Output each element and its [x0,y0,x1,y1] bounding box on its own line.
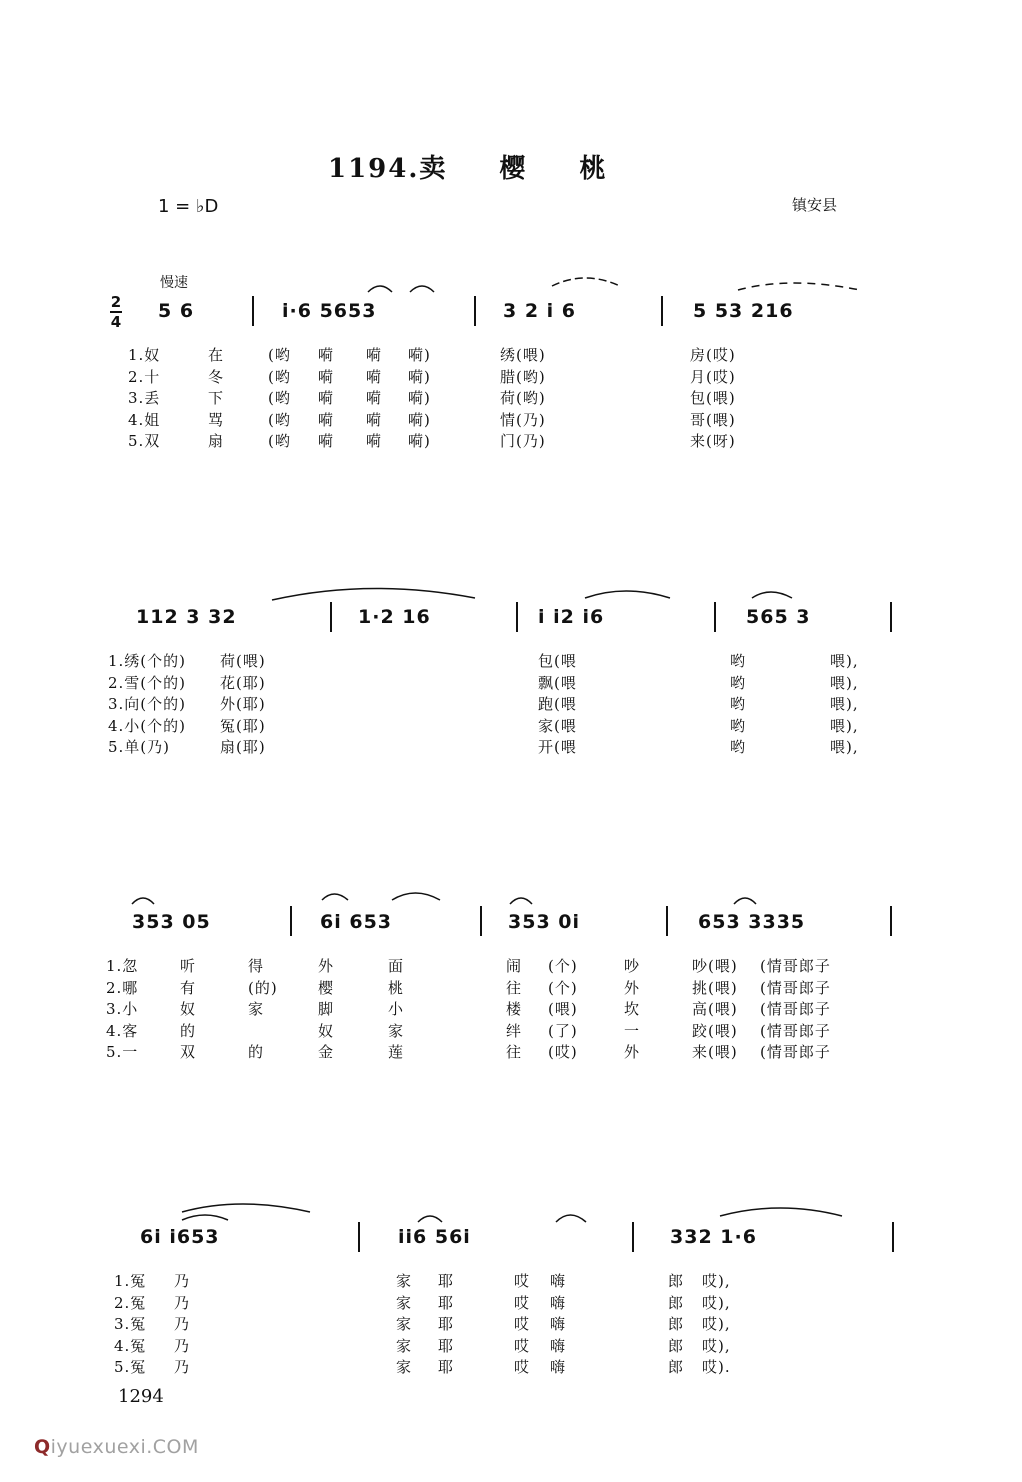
watermark: Qiyuexuexi.COM [34,1436,199,1458]
measure-notes: 565 3 [746,606,811,628]
lyric-text: 金 [318,1043,335,1061]
slur [510,898,532,904]
lyric-text: 1.冤 [114,1272,147,1290]
slur [368,286,392,292]
lyric-text: 嗨 [550,1272,567,1290]
lyric-text: 哎). [702,1358,731,1376]
lyric-text: 嗬 [366,367,383,386]
lyric-text: 家 [396,1358,413,1376]
lyric-text: 3.冤 [114,1315,147,1333]
lyric-text: 嗬 [366,346,383,364]
lyric-text: 飘(喂 [538,673,577,692]
lyric-text: 家 [248,1000,265,1018]
lyric-text: 嗬 [318,432,335,450]
lyric-text: 2.雪(个的) [108,673,187,692]
lyric-text: (哟 [268,389,291,407]
lyric-text: 1.奴 [128,346,161,364]
lyric-text: (哟 [268,346,291,364]
measure-notes: i·6 5653 [282,300,377,322]
lyric-text: 开(喂 [538,738,577,756]
lyric-text: 乃 [174,1293,191,1312]
lyric-text: 家 [396,1293,413,1312]
lyric-text: 耶 [438,1293,455,1312]
lyric-text: 乃 [174,1358,191,1376]
lyric-text: 花(耶) [220,673,266,692]
lyric-text: 哟 [730,673,747,692]
lyric-text: 4.小(个的) [108,716,187,735]
lyric-text: 嗬) [408,410,431,429]
lyric-text: 喂), [830,673,859,692]
lyric-text: 闹 [506,957,523,975]
lyric-text: 耶 [438,1358,455,1376]
lyric-text: 楼 [506,1000,523,1018]
slur [322,894,348,900]
lyric-text: 有 [180,978,197,997]
lyric-text: 嗨 [550,1336,567,1355]
lyric-text: 跤(喂) [692,1021,738,1040]
lyric-text: 嗨 [550,1315,567,1333]
slur [392,893,440,900]
lyric-text: 乃 [174,1272,191,1290]
lyric-text: 嗨 [550,1358,567,1376]
slur [738,283,860,290]
measure-notes: 3 2 i 6 [503,300,577,322]
lyric-text: 包(喂) [690,389,736,407]
lyric-text: 5.一 [106,1043,139,1061]
measure-notes: 5 6 [158,300,195,322]
lyric-text: (情哥郎子 [760,1021,831,1040]
lyric-text: 双 [180,1043,197,1061]
lyric-text: 嗬 [318,410,335,429]
lyric-text: 哎), [702,1272,731,1290]
tempo-marking: 慢速 [160,275,188,291]
lyric-text: 荷(喂) [220,652,266,670]
lyric-text: 耶 [438,1315,455,1333]
lyric-text: 家 [396,1315,413,1333]
measure-notes: 332 1·6 [670,1226,757,1248]
lyric-text: 嗬) [408,346,431,364]
lyric-text: 高(喂) [692,1000,738,1018]
lyric-text: 嗬) [408,389,431,407]
lyric-text: 得 [248,957,265,975]
measure-notes: 6i i653 [140,1226,220,1248]
lyric-text: (情哥郎子 [760,978,831,997]
lyric-text: (喂) [548,1000,578,1018]
lyric-text: 5.双 [128,432,161,450]
lyric-text: (哟 [268,367,291,386]
lyric-text: 包(喂 [538,652,577,670]
measure-notes: ii6 56i [398,1226,471,1248]
lyric-text: 家 [388,1021,405,1040]
lyric-text: 吵 [624,957,641,975]
lyric-text: 来(喂) [692,1043,738,1061]
lyric-text: 2.十 [128,367,161,386]
measure-notes: 653 3335 [698,911,806,933]
lyric-text: 耶 [438,1336,455,1355]
lyric-text: 跑(喂 [538,695,577,713]
lyric-text: 3.向(个的) [108,695,187,713]
lyric-text: 喂), [830,738,859,756]
lyric-text: 骂 [208,410,225,429]
page-number: 1294 [118,1386,164,1407]
lyric-text: 奴 [180,1000,197,1018]
measure-notes: 1·2 16 [358,606,431,628]
lyric-text: 腊(哟) [500,367,546,386]
lyric-text: 嗬 [366,432,383,450]
lyric-text: 绊 [506,1021,523,1040]
lyric-text: 奴 [318,1021,335,1040]
lyric-text: 哎 [514,1358,531,1376]
lyric-text: 荷(哟) [500,389,546,407]
lyric-text: 的 [248,1043,265,1061]
lyric-text: 嗬 [318,346,335,364]
measure-notes: 112 3 32 [136,606,237,628]
lyric-text: 5.冤 [114,1358,147,1376]
lyric-text: 外 [624,1043,641,1061]
lyric-text: 喂), [830,716,859,735]
lyric-text: 樱 [318,978,335,997]
lyric-text: 郎 [668,1358,685,1376]
lyric-text: 绣(喂) [500,346,546,364]
lyric-text: 2.哪 [106,978,139,997]
lyric-text: 嗬) [408,432,431,450]
lyric-text: 哎), [702,1315,731,1333]
lyric-text: 哟 [730,738,747,756]
lyric-text: 脚 [318,1000,335,1018]
lyric-text: 喂), [830,652,859,670]
lyric-text: 小 [388,1000,405,1018]
lyric-text: 1.绣(个的) [108,652,187,670]
slur [272,588,475,600]
lyric-text: 挑(喂) [692,978,738,997]
lyric-text: 情(乃) [500,410,546,429]
lyric-text: 郎 [668,1272,685,1290]
lyric-text: 嗬 [318,367,335,386]
lyric-text: 哥(喂) [690,410,736,429]
lyric-text: 门(乃) [500,432,546,450]
lyric-text: 家 [396,1272,413,1290]
lyric-text: 往 [506,978,523,997]
lyric-text: 来(呀) [690,432,736,450]
lyric-text: (哟 [268,410,291,429]
lyric-text: 2.冤 [114,1293,147,1312]
lyric-text: 哟 [730,695,747,713]
lyric-text: (个) [548,978,578,997]
lyric-text: 听 [180,957,197,975]
slur [720,1208,842,1216]
lyric-text: (情哥郎子 [760,957,831,975]
lyric-text: 哎 [514,1272,531,1290]
slur [552,278,620,286]
measure-notes: 5 53 216 [693,300,794,322]
lyric-text: (了) [548,1021,578,1040]
lyric-text: (情哥郎子 [760,1000,831,1018]
lyric-text: 家(喂 [538,716,577,735]
lyric-text: 往 [506,1043,523,1061]
lyric-text: 4.姐 [128,410,161,429]
lyric-text: 桃 [388,978,405,997]
slur [132,898,154,904]
slur [182,1204,310,1212]
lyric-text: 乃 [174,1336,191,1355]
song-title: 1194.卖 樱 桃 [328,154,608,184]
lyric-text: 莲 [388,1043,405,1061]
lyric-text: 外 [318,957,335,975]
slur [182,1215,228,1220]
lyric-text: 扇 [208,432,225,450]
measure-notes: 6i 653 [320,911,393,933]
lyric-text: 哟 [730,716,747,735]
lyric-text: 嗬 [366,410,383,429]
lyric-text: 嗬 [366,389,383,407]
slur [585,591,670,598]
lyric-text: 冤(耶) [220,716,266,735]
lyric-text: 下 [208,389,225,407]
measure-notes: 353 0i [508,911,581,933]
lyric-text: 3.丢 [128,389,161,407]
measure-notes: 353 05 [132,911,211,933]
measure-notes: i i2 i6 [538,606,605,628]
lyric-text: 4.客 [106,1021,139,1040]
lyric-text: 扇(耶) [220,738,266,756]
lyric-text: 嗨 [550,1293,567,1312]
time-signature: 2 4 [110,293,122,331]
lyric-text: (哟 [268,432,291,450]
lyric-text: 喂), [830,695,859,713]
lyric-text: 外(耶) [220,695,266,713]
lyric-text: 家 [396,1336,413,1355]
lyric-text: 哎), [702,1293,731,1312]
lyric-text: 郎 [668,1336,685,1355]
lyric-text: 吵(喂) [692,957,738,975]
lyric-text: 在 [208,346,225,364]
lyric-text: (哎) [548,1043,578,1061]
lyric-text: 5.单(乃) [108,738,171,756]
lyric-text: 一 [624,1021,641,1040]
lyric-text: 外 [624,978,641,997]
lyric-text: 郎 [668,1315,685,1333]
lyric-text: 的 [180,1021,197,1040]
slur [410,286,434,292]
slur [556,1215,586,1222]
lyric-text: 哎 [514,1293,531,1312]
lyric-text: 嗬) [408,367,431,386]
lyric-text: 坎 [624,1000,641,1018]
lyric-text: 嗬 [318,389,335,407]
lyric-text: 房(哎) [690,346,736,364]
lyric-text: 哎 [514,1336,531,1355]
lyric-text: 郎 [668,1293,685,1312]
lyric-text: (个) [548,957,578,975]
lyric-text: 4.冤 [114,1336,147,1355]
lyric-text: 哎 [514,1315,531,1333]
lyric-text: 面 [388,957,405,975]
lyric-text: 哎), [702,1336,731,1355]
region-label: 镇安县 [792,196,838,214]
lyric-text: 1.忽 [106,957,139,975]
slur [752,592,792,598]
lyric-text: 3.小 [106,1000,139,1018]
lyric-text: 月(哎) [690,367,736,386]
lyric-text: 耶 [438,1272,455,1290]
slur [418,1216,442,1222]
key-signature: 1 = ♭D [158,196,219,217]
lyric-text: 冬 [208,367,225,386]
slur [734,898,756,904]
lyric-text: 乃 [174,1315,191,1333]
lyric-text: 哟 [730,652,747,670]
lyric-text: (情哥郎子 [760,1043,831,1061]
lyric-text: (的) [248,978,278,997]
